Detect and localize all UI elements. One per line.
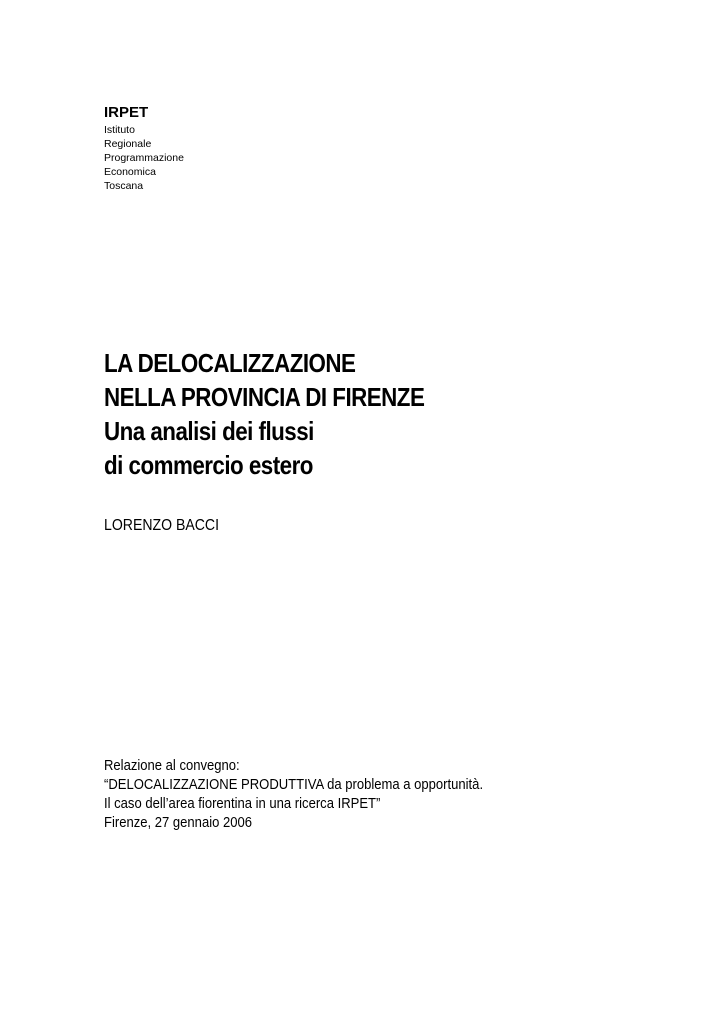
- organization-name-line: Toscana: [104, 180, 144, 192]
- title-line: NELLA PROVINCIA DI FIRENZE: [104, 382, 425, 412]
- organization-name-line: Programmazione: [104, 152, 184, 164]
- organization-acronym: IRPET: [104, 104, 149, 121]
- subtitle-line: di commercio estero: [104, 450, 313, 480]
- organization-name-line: Istituto: [104, 124, 135, 136]
- author-name: LORENZO BACCI: [104, 517, 220, 534]
- conference-note: [104, 757, 525, 833]
- document-title: [104, 346, 476, 482]
- conference-note-line: “DELOCALIZZAZIONE PRODUTTIVA da problema a opportunità.: [104, 777, 484, 793]
- organization-name-lines: [104, 123, 184, 193]
- conference-note-line: Il caso dell’area fiorentina in una ricerca IRPET”: [104, 796, 381, 812]
- title-line: LA DELOCALIZZAZIONE: [104, 348, 356, 378]
- conference-note-line: Relazione al convegno:: [104, 758, 240, 774]
- organization-name-line: Economica: [104, 166, 156, 178]
- organization-name-line: Regionale: [104, 138, 152, 150]
- organization-block: [104, 104, 184, 193]
- conference-note-line: Firenze, 27 gennaio 2006: [104, 815, 253, 831]
- subtitle-line: Una analisi dei flussi: [104, 416, 314, 446]
